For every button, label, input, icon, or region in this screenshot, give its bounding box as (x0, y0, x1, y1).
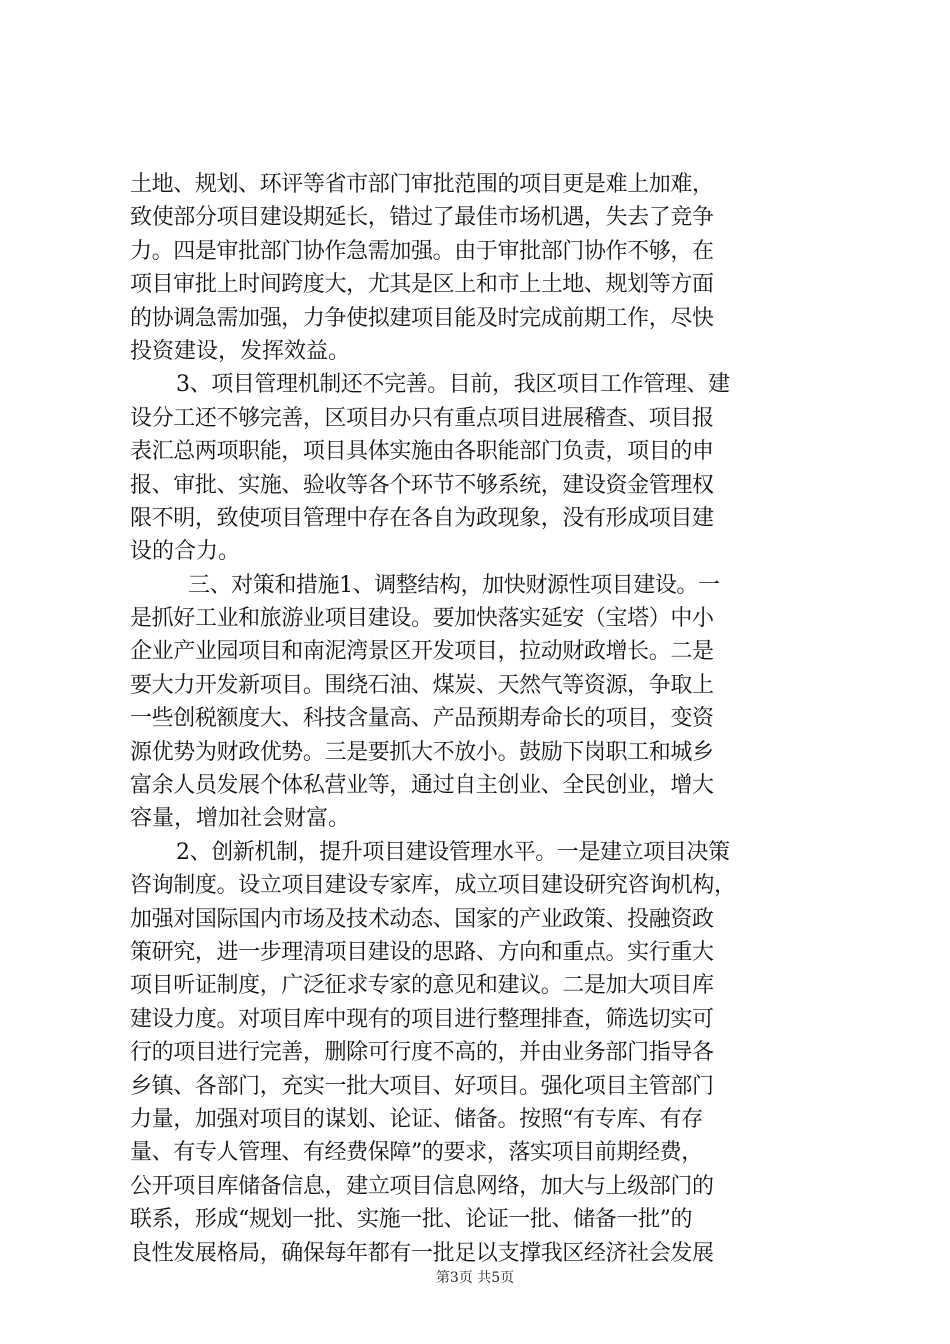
text-line: 投资建设，发挥效益。 (130, 338, 351, 364)
text-line: 富余人员发展个体私营业等，通过自主创业、全民创业，增大 (130, 773, 714, 799)
text-line: 力。四是审批部门协作急需加强。由于审批部门协作不够，在 (130, 238, 714, 264)
text-line: 三、对策和措施1、调整结构，加快财源性项目建设。一 (188, 572, 720, 598)
text-line: 乡镇、各部门，充实一批大项目、好项目。强化项目主管部门 (130, 1073, 714, 1099)
page-footer: 第3页 共5页 (435, 1270, 515, 1286)
text-line: 3、项目管理机制还不完善。目前，我区项目工作管理、建 (176, 372, 730, 398)
text-line: 良性发展格局，确保每年都有一批足以支撑我区经济社会发展 (130, 1240, 714, 1266)
text-line: 力量，加强对项目的谋划、论证、储备。按照“有专库、有存 (130, 1106, 703, 1132)
text-line: 2、创新机制，提升项目建设管理水平。一是建立项目决策 (176, 839, 730, 865)
text-line: 容量，增加社会财富。 (130, 806, 351, 832)
text-line: 建设力度。对项目库中现有的项目进行整理排查，筛选切实可 (130, 1006, 714, 1032)
text-line: 土地、规划、环评等省市部门审批范围的项目更是难上加难， (130, 172, 714, 197)
body-text (130, 168, 830, 1270)
text-line: 联系，形成“规划一批、实施一批、论证一批、储备一批”的 (130, 1207, 693, 1233)
text-line: 一些创税额度大、科技含量高、产品预期寿命长的项目，变资 (130, 706, 714, 732)
text-line: 源优势为财政优势。三是要抓大不放小。鼓励下岗职工和城乡 (130, 739, 714, 765)
text-line: 设分工还不够完善，区项目办只有重点项目进展稽查、项目报 (130, 405, 714, 431)
text-line: 行的项目进行完善，删除可行度不高的，并由业务部门指导各 (130, 1040, 714, 1066)
text-line: 报、审批、实施、验收等各个环节不够系统，建设资金管理权 (130, 472, 714, 498)
text-line: 项目审批上时间跨度大，尤其是区上和市上土地、规划等方面 (130, 272, 714, 298)
text-line: 设的合力。 (130, 539, 241, 565)
text-line: 策研究，进一步理清项目建设的思路、方向和重点。实行重大 (130, 939, 714, 965)
text-line: 限不明，致使项目管理中存在各自为政现象，没有形成项目建 (130, 505, 714, 531)
text-line: 量、有专人管理、有经费保障”的要求，落实项目前期经费， (130, 1140, 703, 1166)
text-line: 公开项目库储备信息，建立项目信息网络，加大与上级部门的 (130, 1173, 714, 1199)
text-line: 表汇总两项职能，项目具体实施由各职能部门负责，项目的申 (130, 439, 714, 465)
text-line: 项目听证制度，广泛征求专家的意见和建议。二是加大项目库 (130, 973, 714, 999)
text-line: 是抓好工业和旅游业项目建设。要加快落实延安（宝塔）中小 (130, 606, 714, 632)
text-line: 致使部分项目建设期延长，错过了最佳市场机遇，失去了竞争 (130, 205, 714, 231)
text-line: 咨询制度。设立项目建设专家库，成立项目建设研究咨询机构， (130, 873, 736, 899)
text-line: 企业产业园项目和南泥湾景区开发项目，拉动财政增长。二是 (130, 639, 714, 665)
text-line: 加强对国际国内市场及技术动态、国家的产业政策、投融资政 (130, 906, 714, 932)
text-line: 的协调急需加强，力争使拟建项目能及时完成前期工作，尽快 (130, 305, 714, 331)
text-line: 要大力开发新项目。围绕石油、煤炭、天然气等资源，争取上 (130, 672, 714, 698)
